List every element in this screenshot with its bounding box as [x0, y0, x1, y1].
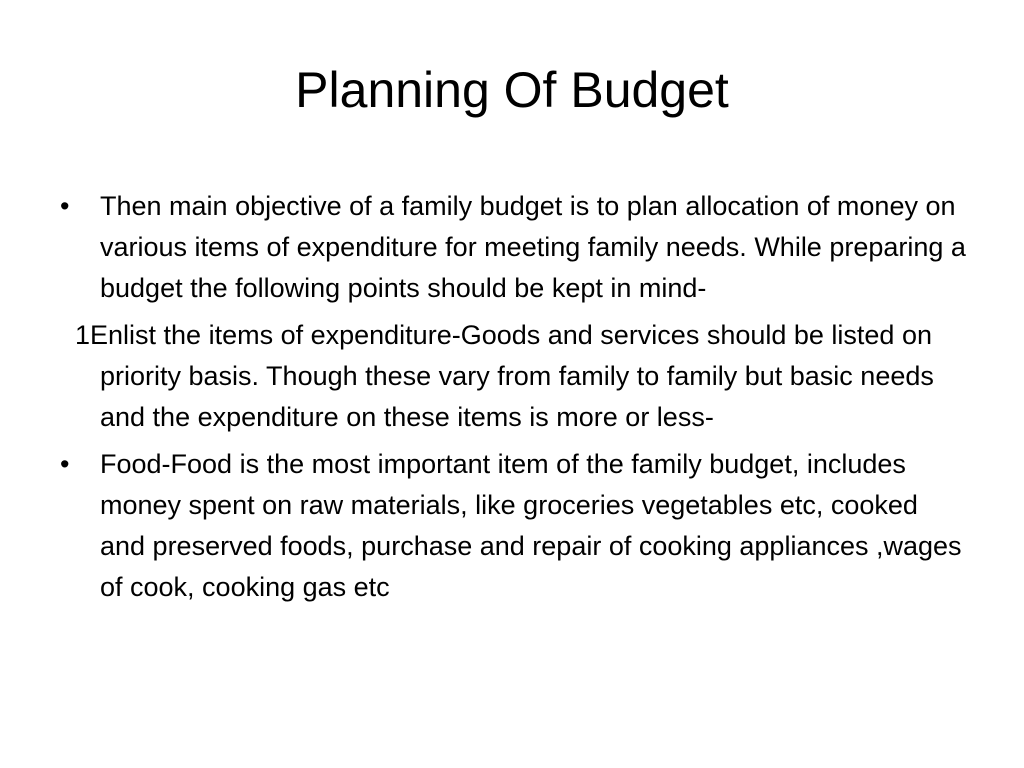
- bullet-marker: •: [60, 191, 70, 221]
- bullet-marker: •: [60, 449, 70, 479]
- paragraph-food: [60, 444, 970, 608]
- paragraph-text: Food-Food is the most important item of the family budget, includes money spent on raw materials, like groceries vegetables etc, cooked and preserved foods, purchase and repair of cooking appliances ,wages of cook, cooking gas etc: [100, 449, 962, 602]
- slide-content: [60, 186, 970, 608]
- slide-title: Planning Of Budget: [295, 62, 729, 118]
- paragraph-enlist-items: [60, 315, 970, 438]
- paragraph-objective: [60, 186, 970, 309]
- paragraph-text: 1Enlist the items of expenditure-Goods and services should be listed on priority basis. Though these vary from family to family but basic needs and the expenditure on these items is more or less-: [75, 320, 934, 432]
- paragraph-text: Then main objective of a family budget is to plan allocation of money on various items of expenditure for meeting family needs. While preparing a budget the following points should be kept in mind-: [100, 191, 966, 303]
